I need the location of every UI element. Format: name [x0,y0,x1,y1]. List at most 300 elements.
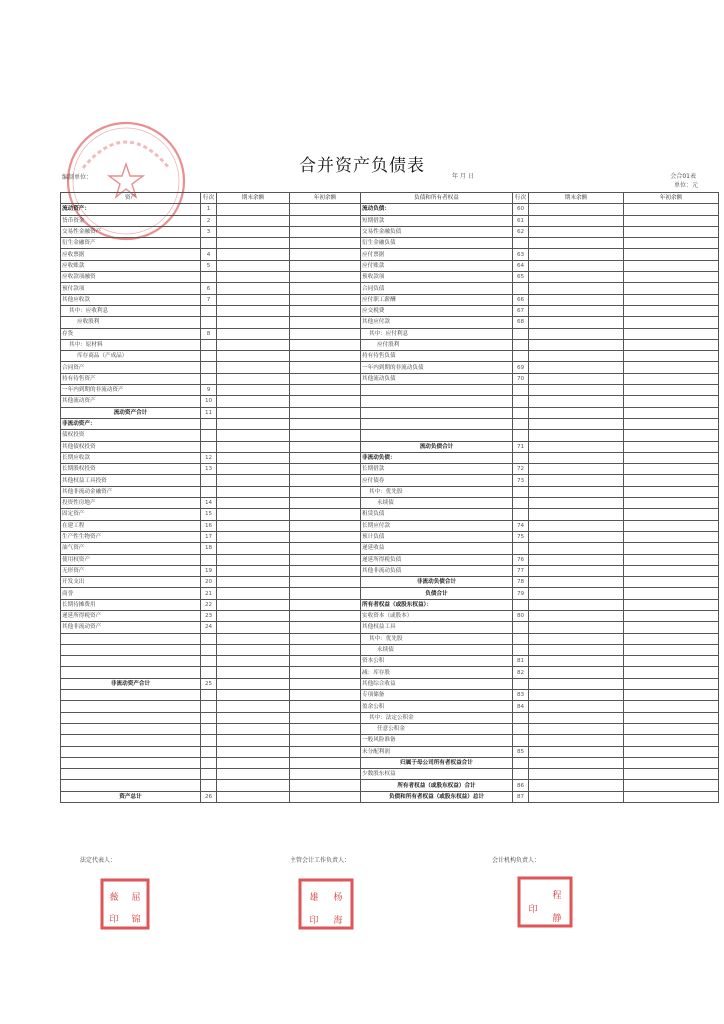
balance-sheet-table [60,192,719,803]
asset-ending-balance [217,385,290,396]
liability-opening-balance [624,385,719,396]
asset-line-no: 15 [201,509,217,520]
seal-glyph: 静 [552,914,562,924]
liability-item: 专项储备 [361,690,513,701]
asset-item: 非流动资产： [61,418,201,429]
asset-line-no: 25 [201,678,217,689]
liability-item: 其中：优先股 [361,633,513,644]
liability-opening-balance [624,520,719,531]
table-row [61,520,719,531]
asset-line-no [201,712,217,723]
liability-opening-balance [624,690,719,701]
asset-opening-balance [290,531,361,542]
asset-opening-balance [290,418,361,429]
liability-ending-balance [529,498,624,509]
liability-line-no: 72 [513,464,529,475]
asset-line-no [201,746,217,757]
form-number: 会合01表 [670,173,696,180]
liability-ending-balance [529,305,624,316]
liability-item: 其中：优先股 [361,486,513,497]
personal-seal-left [100,878,150,934]
asset-opening-balance [290,656,361,667]
liability-item: 一年内到期的非流动负债 [361,362,513,373]
liability-ending-balance [529,509,624,520]
asset-ending-balance [217,215,290,226]
asset-ending-balance [217,622,290,633]
liability-item: 资本公积 [361,656,513,667]
asset-opening-balance [290,520,361,531]
liability-item: 其他综合收益 [361,678,513,689]
liability-ending-balance [529,385,624,396]
liability-item: 流动负债合计 [361,441,513,452]
asset-ending-balance [217,305,290,316]
liability-line-no: 86 [513,780,529,791]
liability-opening-balance [624,712,719,723]
asset-ending-balance [217,565,290,576]
asset-line-no [201,723,217,734]
asset-line-no [201,735,217,746]
liability-ending-balance [529,633,624,644]
seal-glyph: 海 [333,916,343,926]
liability-ending-balance [529,283,624,294]
liability-line-no: 85 [513,746,529,757]
asset-line-no: 24 [201,622,217,633]
asset-opening-balance [290,690,361,701]
table-row [61,475,719,486]
liability-opening-balance [624,475,719,486]
liability-line-no [513,757,529,768]
liability-ending-balance [529,441,624,452]
asset-opening-balance [290,339,361,350]
asset-line-no: 3 [201,226,217,237]
asset-item: 其他权益工具投资 [61,475,201,486]
asset-line-no [201,475,217,486]
liability-opening-balance [624,746,719,757]
liability-item: 其他流动负债 [361,373,513,384]
asset-opening-balance [290,396,361,407]
liability-line-no [513,452,529,463]
liability-ending-balance [529,667,624,678]
asset-opening-balance [290,780,361,791]
liability-line-no [513,238,529,249]
asset-opening-balance [290,599,361,610]
liability-item: 少数股东权益 [361,769,513,780]
asset-ending-balance [217,362,290,373]
asset-line-no: 19 [201,565,217,576]
column-header: 年初余额 [290,193,361,204]
liability-item: 非流动负债： [361,452,513,463]
liability-line-no: 69 [513,362,529,373]
asset-item: 交易性金融资产 [61,226,201,237]
asset-line-no: 7 [201,294,217,305]
liability-opening-balance [624,328,719,339]
liability-line-no [513,396,529,407]
liability-ending-balance [529,769,624,780]
table-row [61,328,719,339]
liability-opening-balance [624,633,719,644]
asset-item: 使用权资产 [61,554,201,565]
liability-opening-balance [624,226,719,237]
liability-line-no: 77 [513,565,529,576]
liability-item: 实收资本（或股本） [361,610,513,621]
asset-ending-balance [217,294,290,305]
table-row [61,565,719,576]
seal-glyph: 杨 [333,893,343,903]
liability-line-no: 78 [513,577,529,588]
liability-line-no [513,385,529,396]
asset-ending-balance [217,757,290,768]
liability-item: 永续债 [361,644,513,655]
liability-ending-balance [529,430,624,441]
table-row [61,351,719,362]
asset-line-no: 6 [201,283,217,294]
asset-item: 油气资产 [61,543,201,554]
liability-item: 所有者权益（或股东权益）合计 [361,780,513,791]
asset-opening-balance [290,746,361,757]
asset-item: 流动资产合计 [61,407,201,418]
asset-ending-balance [217,554,290,565]
liability-ending-balance [529,656,624,667]
asset-item: 生产性生物资产 [61,531,201,542]
asset-line-no: 8 [201,328,217,339]
liability-ending-balance [529,622,624,633]
personal-seal-right [517,876,573,932]
liability-opening-balance [624,396,719,407]
liability-opening-balance [624,769,719,780]
asset-ending-balance [217,486,290,497]
asset-ending-balance [217,633,290,644]
liability-ending-balance [529,272,624,283]
table-row [61,204,719,215]
asset-item: 应收票据 [61,249,201,260]
liability-opening-balance [624,249,719,260]
asset-line-no [201,486,217,497]
liability-line-no [513,283,529,294]
asset-opening-balance [290,622,361,633]
asset-item: 货币资金 [61,215,201,226]
asset-line-no: 21 [201,588,217,599]
asset-ending-balance [217,577,290,588]
asset-item [61,780,201,791]
liability-item [361,430,513,441]
asset-ending-balance [217,509,290,520]
seal-glyph: 程 [552,891,562,901]
asset-ending-balance [217,588,290,599]
asset-opening-balance [290,249,361,260]
table-row [61,260,719,271]
asset-item: 流动资产： [61,204,201,215]
liability-line-no [513,407,529,418]
liability-item [361,396,513,407]
asset-ending-balance [217,644,290,655]
table-row [61,305,719,316]
liability-line-no: 79 [513,588,529,599]
liability-ending-balance [529,351,624,362]
table-body [61,204,719,803]
liability-opening-balance [624,351,719,362]
asset-ending-balance [217,498,290,509]
asset-item: 无形资产 [61,565,201,576]
liability-line-no [513,622,529,633]
asset-item: 其他非流动金融资产 [61,486,201,497]
liability-line-no: 67 [513,305,529,316]
liability-line-no [513,644,529,655]
liability-item: 所有者权益（或股东权益）： [361,599,513,610]
asset-ending-balance [217,452,290,463]
liability-ending-balance [529,746,624,757]
liability-line-no [513,498,529,509]
asset-line-no: 16 [201,520,217,531]
liability-line-no [513,339,529,350]
liability-item: 长期借款 [361,464,513,475]
liability-opening-balance [624,452,719,463]
asset-line-no: 20 [201,577,217,588]
asset-opening-balance [290,486,361,497]
liability-item: 长期应付款 [361,520,513,531]
liability-opening-balance [624,339,719,350]
asset-opening-balance [290,735,361,746]
liability-line-no: 84 [513,701,529,712]
liability-item: 其他非流动负债 [361,565,513,576]
table-row [61,385,719,396]
asset-ending-balance [217,418,290,429]
liability-opening-balance [624,543,719,554]
liability-line-no [513,735,529,746]
asset-item: 其中：原材料 [61,339,201,350]
liability-line-no: 68 [513,317,529,328]
asset-ending-balance [217,769,290,780]
liability-line-no [513,543,529,554]
table-row [61,226,719,237]
asset-ending-balance [217,735,290,746]
table-row [61,407,719,418]
liability-opening-balance [624,362,719,373]
asset-opening-balance [290,204,361,215]
liability-ending-balance [529,407,624,418]
liability-ending-balance [529,757,624,768]
asset-item [61,769,201,780]
liability-ending-balance [529,791,624,802]
table-row [61,249,719,260]
asset-ending-balance [217,712,290,723]
asset-opening-balance [290,215,361,226]
asset-line-no [201,769,217,780]
table-row [61,746,719,757]
liability-opening-balance [624,656,719,667]
liability-line-no: 81 [513,656,529,667]
asset-opening-balance [290,701,361,712]
liability-opening-balance [624,678,719,689]
asset-item [61,746,201,757]
liability-ending-balance [529,690,624,701]
asset-item: 其他债权投资 [61,441,201,452]
asset-opening-balance [290,678,361,689]
column-header: 行次 [201,193,217,204]
asset-ending-balance [217,531,290,542]
liability-item: 其中：法定公积金 [361,712,513,723]
liability-item: 租赁负债 [361,509,513,520]
asset-ending-balance [217,746,290,757]
seal-glyph: 锦 [131,915,141,925]
asset-item: 应收账款 [61,260,201,271]
table-row [61,543,719,554]
liability-ending-balance [529,373,624,384]
liability-opening-balance [624,667,719,678]
accounting-head-label: 会计机构负责人： [492,857,541,864]
liability-opening-balance [624,599,719,610]
liability-ending-balance [529,520,624,531]
liability-line-no [513,769,529,780]
report-date: 年 月 日 [452,173,474,180]
liability-line-no: 82 [513,667,529,678]
asset-line-no [201,554,217,565]
chief-accountant-label: 主管会计工作负责人： [290,857,351,864]
asset-item: 其他流动资产 [61,396,201,407]
liability-ending-balance [529,565,624,576]
liability-item: 递延收益 [361,543,513,554]
asset-opening-balance [290,757,361,768]
asset-opening-balance [290,588,361,599]
asset-ending-balance [217,520,290,531]
liability-ending-balance [529,735,624,746]
asset-opening-balance [290,260,361,271]
liability-opening-balance [624,441,719,452]
liability-ending-balance [529,701,624,712]
asset-ending-balance [217,283,290,294]
asset-opening-balance [290,362,361,373]
table-row [61,757,719,768]
liability-line-no: 87 [513,791,529,802]
table-row [61,588,719,599]
asset-opening-balance [290,351,361,362]
asset-item: 固定资产 [61,509,201,520]
liability-line-no [513,351,529,362]
asset-opening-balance [290,644,361,655]
asset-line-no: 23 [201,610,217,621]
liability-line-no [513,633,529,644]
seal-glyph: 雄 [309,893,319,903]
asset-ending-balance [217,260,290,271]
liability-item: 减：库存股 [361,667,513,678]
liability-ending-balance [529,317,624,328]
liability-opening-balance [624,757,719,768]
asset-ending-balance [217,339,290,350]
liability-item: 非流动负债合计 [361,577,513,588]
asset-item: 长期待摊费用 [61,599,201,610]
asset-line-no [201,644,217,655]
liability-item: 未分配利润 [361,746,513,757]
liability-opening-balance [624,588,719,599]
seal-glyph: 印 [528,905,538,915]
asset-item: 预付款项 [61,283,201,294]
liability-opening-balance [624,735,719,746]
liability-item: 任意公积金 [361,723,513,734]
asset-item: 衍生金融资产 [61,238,201,249]
company-label: 编制单位： [62,174,93,181]
asset-ending-balance [217,226,290,237]
asset-item [61,633,201,644]
asset-ending-balance [217,441,290,452]
asset-opening-balance [290,294,361,305]
liability-ending-balance [529,486,624,497]
asset-line-no [201,667,217,678]
table-row [61,690,719,701]
table-row [61,577,719,588]
liability-line-no [513,723,529,734]
table-row [61,610,719,621]
liability-ending-balance [529,396,624,407]
liability-line-no: 61 [513,215,529,226]
asset-item: 商誉 [61,588,201,599]
table-row [61,633,719,644]
liability-line-no: 64 [513,260,529,271]
liability-item: 应付债券 [361,475,513,486]
liability-ending-balance [529,554,624,565]
asset-item: 合同资产 [61,362,201,373]
liability-item: 永续债 [361,498,513,509]
table-row [61,418,719,429]
asset-item [61,757,201,768]
asset-item: 投资性房地产 [61,498,201,509]
liability-line-no: 76 [513,554,529,565]
asset-ending-balance [217,780,290,791]
asset-item: 长期股权投资 [61,464,201,475]
liability-opening-balance [624,509,719,520]
liability-opening-balance [624,577,719,588]
asset-item: 应收款项融资 [61,272,201,283]
asset-opening-balance [290,452,361,463]
asset-item [61,735,201,746]
liability-ending-balance [529,452,624,463]
liability-ending-balance [529,531,624,542]
table-row [61,599,719,610]
liability-opening-balance [624,204,719,215]
asset-opening-balance [290,272,361,283]
liability-item: 一般风险准备 [361,735,513,746]
liability-line-no [513,328,529,339]
asset-ending-balance [217,690,290,701]
liability-line-no: 75 [513,531,529,542]
asset-opening-balance [290,407,361,418]
asset-opening-balance [290,791,361,802]
asset-item [61,712,201,723]
asset-line-no [201,305,217,316]
asset-item [61,723,201,734]
asset-item: 非流动资产合计 [61,678,201,689]
liability-ending-balance [529,588,624,599]
asset-opening-balance [290,328,361,339]
asset-item: 在建工程 [61,520,201,531]
liability-item: 衍生金融负债 [361,238,513,249]
liability-line-no: 65 [513,272,529,283]
asset-item: 资产总计 [61,791,201,802]
asset-ending-balance [217,599,290,610]
asset-opening-balance [290,238,361,249]
table-row [61,780,719,791]
asset-ending-balance [217,204,290,215]
liability-opening-balance [624,531,719,542]
liability-opening-balance [624,294,719,305]
liability-item: 交易性金融负债 [361,226,513,237]
table-row [61,701,719,712]
liability-line-no [513,599,529,610]
asset-opening-balance [290,667,361,678]
legal-representative-label: 法定代表人： [80,857,117,864]
liability-item: 持有待售负债 [361,351,513,362]
liability-line-no: 80 [513,610,529,621]
asset-opening-balance [290,475,361,486]
asset-line-no [201,441,217,452]
